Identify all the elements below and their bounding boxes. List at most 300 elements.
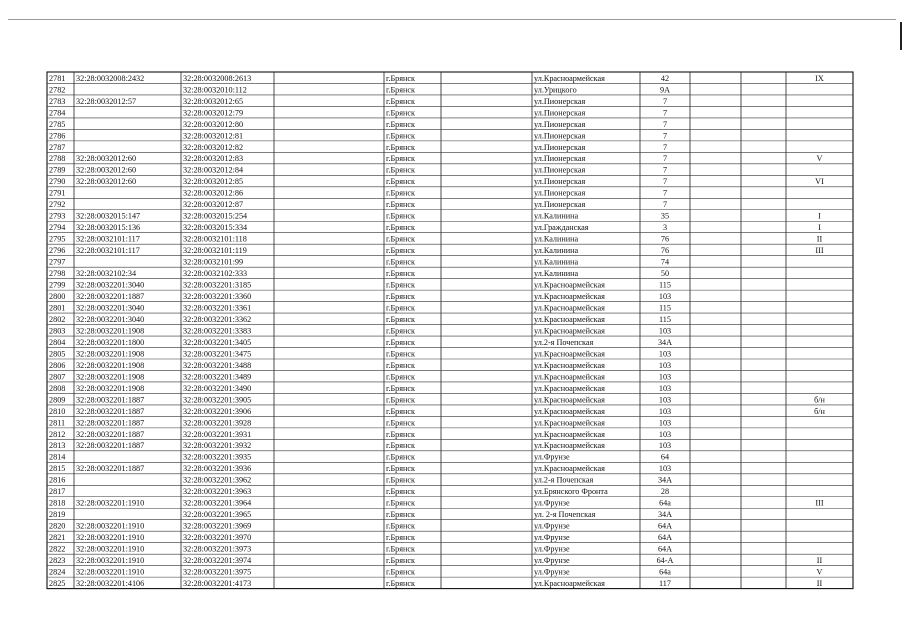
cadastral-number-cell: 32:28:0032201:3963 xyxy=(183,487,252,497)
row-number-cell: 2790 xyxy=(49,177,66,187)
row-number-cell: 2818 xyxy=(49,498,66,508)
table-row xyxy=(49,430,671,439)
house-number-cell: 7 xyxy=(662,131,668,141)
city-cell: г.Брянск xyxy=(386,533,416,543)
street-cell: ул.Красноармейская xyxy=(534,383,605,393)
city-cell: г.Брянск xyxy=(386,200,416,210)
table-row xyxy=(49,235,822,244)
cadastral-number-cell: 32:28:0032012:84 xyxy=(183,165,244,175)
table-row xyxy=(49,568,823,577)
city-cell: г.Брянск xyxy=(386,372,416,382)
row-number-cell: 2803 xyxy=(49,326,66,336)
city-cell: г.Брянск xyxy=(386,188,416,198)
table-row xyxy=(49,108,667,117)
table-row xyxy=(49,269,669,278)
city-cell: г.Брянск xyxy=(386,303,416,313)
city-cell: г.Брянск xyxy=(386,521,416,531)
premise-number-cell: б/н xyxy=(814,395,825,405)
house-number-cell: 103 xyxy=(658,406,672,416)
city-cell: г.Брянск xyxy=(386,211,416,221)
street-cell: ул.Красноармейская xyxy=(534,360,605,370)
source-cadastral-number-cell: 32:28:0032201:1910 xyxy=(76,556,145,566)
source-cadastral-number-cell: 32:28:0032201:1908 xyxy=(76,326,145,336)
street-cell: ул.Пионерская xyxy=(534,188,586,198)
street-cell: ул.Фрунзе xyxy=(534,567,570,577)
street-cell: ул.Фрунзе xyxy=(534,533,570,543)
table-row xyxy=(49,476,672,485)
street-cell: ул.2-я Почепская xyxy=(534,337,594,347)
row-number-cell: 2819 xyxy=(49,510,66,520)
source-cadastral-number-cell: 32:28:0032201:1910 xyxy=(76,544,145,554)
source-cadastral-number-cell: 32:28:0032012:60 xyxy=(76,165,137,175)
street-cell: ул.Красноармейская xyxy=(534,395,605,405)
table-row xyxy=(49,212,821,221)
house-number-cell: 115 xyxy=(659,314,671,324)
source-cadastral-number-cell: 32:28:0032201:1887 xyxy=(76,418,145,428)
source-cadastral-number-cell: 32:28:0032201:1800 xyxy=(76,337,145,347)
street-cell: ул.Красноармейская xyxy=(534,303,605,313)
street-cell: ул.Красноармейская xyxy=(534,406,605,416)
row-number-cell: 2812 xyxy=(49,429,66,439)
source-cadastral-number-cell: 32:28:0032201:1908 xyxy=(76,383,145,393)
house-number-cell: 3 xyxy=(662,223,668,233)
table-row xyxy=(49,315,671,324)
table-row xyxy=(49,464,671,473)
city-cell: г.Брянск xyxy=(386,119,416,129)
street-cell: ул.Фрунзе xyxy=(534,498,570,508)
city-cell: г.Брянск xyxy=(386,234,416,244)
house-number-cell: 28 xyxy=(660,487,670,497)
row-number-cell: 2804 xyxy=(49,337,66,347)
table-row xyxy=(49,97,667,106)
house-number-cell: 117 xyxy=(659,579,671,588)
table-row xyxy=(49,545,672,554)
street-cell: ул.Красноармейская xyxy=(534,372,605,382)
street-cell: ул.Пионерская xyxy=(534,165,586,175)
cadastral-number-cell: 32:28:0032201:3383 xyxy=(183,326,252,336)
house-number-cell: 42 xyxy=(660,73,670,83)
city-cell: г.Брянск xyxy=(386,349,416,359)
city-cell: г.Брянск xyxy=(386,429,416,439)
premise-number-cell: V xyxy=(816,154,823,164)
row-number-cell: 2784 xyxy=(49,108,66,118)
street-cell: ул.Фрунзе xyxy=(534,556,570,566)
table-grid xyxy=(47,72,853,589)
house-number-cell: 7 xyxy=(662,165,668,175)
row-number-cell: 2822 xyxy=(49,544,66,554)
city-cell: г.Брянск xyxy=(386,85,416,95)
city-cell: г.Брянск xyxy=(386,269,416,279)
house-number-cell: 7 xyxy=(662,177,668,187)
city-cell: г.Брянск xyxy=(386,487,416,497)
house-number-cell: 34А xyxy=(657,510,673,520)
source-cadastral-number-cell: 32:28:0032201:3040 xyxy=(76,303,145,313)
row-number-cell: 2799 xyxy=(49,280,66,290)
street-cell: ул.Красноармейская xyxy=(534,418,605,428)
table-row xyxy=(49,74,824,83)
row-number-cell: 2796 xyxy=(49,246,66,256)
cadastral-number-cell: 32:28:0032201:3490 xyxy=(183,383,252,393)
house-number-cell: 64-А xyxy=(656,556,674,566)
table-row xyxy=(49,338,672,347)
cadastral-number-cell: 32:28:0032201:4173 xyxy=(183,579,252,588)
table-row xyxy=(49,177,824,186)
street-cell: ул.Красноармейская xyxy=(534,292,605,301)
source-cadastral-number-cell: 32:28:0032102:34 xyxy=(76,269,137,279)
street-cell: ул.Пионерская xyxy=(534,131,586,141)
house-number-cell: 74 xyxy=(660,257,670,267)
row-number-cell: 2809 xyxy=(49,395,66,405)
street-cell: ул.Пионерская xyxy=(534,96,586,106)
city-cell: г.Брянск xyxy=(386,257,416,267)
premise-number-cell: I xyxy=(818,211,821,221)
table-row xyxy=(49,292,671,301)
cadastral-number-cell: 32:28:0032201:3935 xyxy=(183,452,252,462)
row-number-cell: 2817 xyxy=(49,487,66,497)
source-cadastral-number-cell: 32:28:0032012:60 xyxy=(76,154,137,164)
table-row xyxy=(49,361,671,370)
premise-number-cell: II xyxy=(816,579,823,588)
city-cell: г.Брянск xyxy=(386,154,416,164)
source-cadastral-number-cell: 32:28:0032201:1887 xyxy=(76,406,145,416)
table-row xyxy=(49,326,671,335)
cadastral-number-cell: 32:28:0032201:3974 xyxy=(183,556,252,566)
source-cadastral-number-cell: 32:28:0032201:4106 xyxy=(76,579,145,588)
street-cell: ул.Пионерская xyxy=(534,142,586,152)
source-cadastral-number-cell: 32:28:0032008:2432 xyxy=(76,73,145,83)
house-number-cell: 103 xyxy=(658,360,672,370)
row-number-cell: 2788 xyxy=(49,154,66,164)
city-cell: г.Брянск xyxy=(386,177,416,187)
row-number-cell: 2813 xyxy=(49,441,66,451)
cadastral-number-cell: 32:28:0032201:3362 xyxy=(183,314,252,324)
house-number-cell: 7 xyxy=(662,108,668,118)
row-number-cell: 2794 xyxy=(49,223,66,233)
house-number-cell: 7 xyxy=(662,96,668,106)
street-cell: ул.Гражданская xyxy=(534,223,589,233)
premise-number-cell: I xyxy=(818,223,821,233)
street-cell: ул.Красноармейская xyxy=(534,464,605,474)
table-row xyxy=(49,246,824,255)
table-row xyxy=(49,303,671,312)
table-row xyxy=(49,407,826,416)
house-number-cell: 103 xyxy=(658,441,672,451)
premise-number-cell: III xyxy=(815,246,824,256)
table-row xyxy=(49,522,672,531)
table-row xyxy=(49,85,670,94)
row-number-cell: 2792 xyxy=(49,200,66,210)
cadastral-number-cell: 32:28:0032201:3906 xyxy=(183,406,252,416)
premise-number-cell: II xyxy=(816,234,823,244)
street-cell: ул.Пионерская xyxy=(534,154,586,164)
source-cadastral-number-cell: 32:28:0032201:1910 xyxy=(76,567,145,577)
street-cell: ул.Пионерская xyxy=(534,108,586,118)
street-cell: ул.Красноармейская xyxy=(534,441,605,451)
premise-number-cell: III xyxy=(815,498,824,508)
cadastral-number-cell: 32:28:0032015:254 xyxy=(183,211,248,221)
row-number-cell: 2806 xyxy=(49,360,66,370)
city-cell: г.Брянск xyxy=(386,223,416,233)
cadastral-number-cell: 32:28:0032201:3361 xyxy=(183,303,252,313)
row-number-cell: 2797 xyxy=(49,257,66,267)
street-cell: ул.Красноармейская xyxy=(534,429,605,439)
cadastral-number-cell: 32:28:0032201:3185 xyxy=(183,280,252,290)
city-cell: г.Брянск xyxy=(386,280,416,290)
premise-number-cell: V xyxy=(816,567,823,577)
city-cell: г.Брянск xyxy=(386,475,416,485)
table-row xyxy=(49,281,671,290)
house-number-cell: 115 xyxy=(659,280,671,290)
city-cell: г.Брянск xyxy=(386,579,416,588)
cadastral-number-cell: 32:28:0032201:3475 xyxy=(183,349,252,359)
cadastral-number-cell: 32:28:0032201:3360 xyxy=(183,292,252,301)
row-number-cell: 2785 xyxy=(49,119,66,129)
city-cell: г.Брянск xyxy=(386,108,416,118)
house-number-cell: 35 xyxy=(660,211,670,221)
row-number-cell: 2783 xyxy=(49,96,66,106)
city-cell: г.Брянск xyxy=(386,464,416,474)
city-cell: г.Брянск xyxy=(386,326,416,336)
source-cadastral-number-cell: 32:28:0032201:1887 xyxy=(76,395,145,405)
house-number-cell: 103 xyxy=(658,395,672,405)
street-cell: ул. 2-я Почепская xyxy=(534,510,596,520)
row-number-cell: 2824 xyxy=(49,567,66,577)
cadastral-number-cell: 32:28:0032101:119 xyxy=(183,246,247,256)
street-cell: ул.Красноармейская xyxy=(534,349,605,359)
table-row xyxy=(49,166,667,175)
table-row xyxy=(49,143,667,152)
source-cadastral-number-cell: 32:28:0032201:1887 xyxy=(76,292,145,301)
table-row xyxy=(49,384,671,393)
cadastral-number-cell: 32:28:0032201:3936 xyxy=(183,464,252,474)
house-number-cell: 103 xyxy=(658,429,672,439)
row-number-cell: 2791 xyxy=(49,188,66,198)
city-cell: г.Брянск xyxy=(386,131,416,141)
cadastral-number-cell: 32:28:0032201:3488 xyxy=(183,360,252,370)
house-number-cell: 64 xyxy=(660,452,670,462)
street-cell: ул.Калинина xyxy=(534,211,579,221)
house-number-cell: 7 xyxy=(662,154,668,164)
house-number-cell: 9А xyxy=(659,85,671,95)
street-cell: ул.Фрунзе xyxy=(534,452,570,462)
city-cell: г.Брянск xyxy=(386,314,416,324)
street-cell: ул.Красноармейская xyxy=(534,326,605,336)
row-number-cell: 2802 xyxy=(49,314,66,324)
cadastral-number-cell: 32:28:0032201:3964 xyxy=(183,498,252,508)
house-number-cell: 7 xyxy=(662,119,668,129)
cadastral-number-cell: 32:28:0032102:333 xyxy=(183,269,248,279)
cadastral-number-cell: 32:28:0032201:3965 xyxy=(183,510,252,520)
table-row xyxy=(49,441,671,450)
cadastral-number-cell: 32:28:0032201:3905 xyxy=(183,395,252,405)
table-row xyxy=(49,487,669,496)
table-row xyxy=(49,131,667,140)
row-number-cell: 2821 xyxy=(49,533,66,543)
row-number-cell: 2781 xyxy=(49,73,66,83)
cadastral-number-cell: 32:28:0032012:65 xyxy=(183,96,244,106)
street-cell: ул.2-я Почепская xyxy=(534,475,594,485)
cadastral-number-cell: 32:28:0032201:3931 xyxy=(183,429,252,439)
cadastral-number-cell: 32:28:0032201:3969 xyxy=(183,521,252,531)
table-row xyxy=(49,349,671,358)
table-row xyxy=(49,372,671,381)
source-cadastral-number-cell: 32:28:0032012:57 xyxy=(76,96,137,106)
table-border xyxy=(47,72,853,589)
cadastral-number-cell: 32:28:0032015:334 xyxy=(183,223,248,233)
house-number-cell: 64а xyxy=(659,567,671,577)
city-cell: г.Брянск xyxy=(386,337,416,347)
cadastral-number-cell: 32:28:0032012:80 xyxy=(183,119,244,129)
table-row xyxy=(49,510,672,519)
cadastral-number-cell: 32:28:0032012:83 xyxy=(183,154,244,164)
row-number-cell: 2795 xyxy=(49,234,66,244)
city-cell: г.Брянск xyxy=(386,441,416,451)
house-number-cell: 76 xyxy=(660,234,670,244)
street-cell: ул.Калинина xyxy=(534,257,579,267)
table-row xyxy=(49,499,824,508)
premise-number-cell: VI xyxy=(815,177,824,187)
house-number-cell: 103 xyxy=(658,372,672,382)
street-cell: ул.Красноармейская xyxy=(534,73,605,83)
table-row xyxy=(49,533,672,542)
house-number-cell: 64А xyxy=(657,544,673,554)
cadastral-number-cell: 32:28:0032012:81 xyxy=(183,131,244,141)
row-number-cell: 2810 xyxy=(49,406,66,416)
source-cadastral-number-cell: 32:28:0032201:1908 xyxy=(76,372,145,382)
house-number-cell: 103 xyxy=(658,349,672,359)
city-cell: г.Брянск xyxy=(386,292,416,301)
house-number-cell: 7 xyxy=(662,188,668,198)
table-row xyxy=(49,418,671,427)
street-cell: ул.Калинина xyxy=(534,246,579,256)
source-cadastral-number-cell: 32:28:0032201:1908 xyxy=(76,349,145,359)
city-cell: г.Брянск xyxy=(386,498,416,508)
row-number-cell: 2789 xyxy=(49,165,66,175)
house-number-cell: 7 xyxy=(662,200,668,210)
row-number-cell: 2807 xyxy=(49,372,66,382)
table-row xyxy=(49,200,667,209)
table-row xyxy=(49,120,667,129)
cadastral-number-cell: 32:28:0032101:99 xyxy=(183,257,244,267)
street-cell: ул.Пионерская xyxy=(534,200,586,210)
row-number-cell: 2820 xyxy=(49,521,66,531)
city-cell: г.Брянск xyxy=(386,395,416,405)
source-cadastral-number-cell: 32:28:0032201:1887 xyxy=(76,464,145,474)
house-number-cell: 64а xyxy=(659,498,671,508)
house-number-cell: 7 xyxy=(662,142,668,152)
row-number-cell: 2786 xyxy=(49,131,66,141)
city-cell: г.Брянск xyxy=(386,73,416,83)
house-number-cell: 103 xyxy=(658,464,672,474)
house-number-cell: 50 xyxy=(660,269,670,279)
street-cell: ул.Фрунзе xyxy=(534,544,570,554)
table-row xyxy=(49,579,822,588)
source-cadastral-number-cell: 32:28:0032201:1910 xyxy=(76,521,145,531)
cadastral-number-cell: 32:28:0032201:3962 xyxy=(183,475,252,485)
row-number-cell: 2808 xyxy=(49,383,66,393)
table-row xyxy=(49,556,822,565)
city-cell: г.Брянск xyxy=(386,418,416,428)
cadastral-number-cell: 32:28:0032101:118 xyxy=(183,234,247,244)
street-cell: ул.Красноармейская xyxy=(534,280,605,290)
city-cell: г.Брянск xyxy=(386,165,416,175)
house-number-cell: 64А xyxy=(657,533,673,543)
city-cell: г.Брянск xyxy=(386,142,416,152)
source-cadastral-number-cell: 32:28:0032201:1910 xyxy=(76,498,145,508)
premise-number-cell: б/н xyxy=(814,406,825,416)
house-number-cell: 34А xyxy=(657,475,673,485)
cadastral-number-cell: 32:28:0032201:3973 xyxy=(183,544,252,554)
source-cadastral-number-cell: 32:28:0032201:1908 xyxy=(76,360,145,370)
street-cell: ул.Калинина xyxy=(534,269,579,279)
cadastral-number-cell: 32:28:0032012:86 xyxy=(183,188,244,198)
row-number-cell: 2782 xyxy=(49,85,66,95)
premise-number-cell: IX xyxy=(815,73,824,83)
table-row xyxy=(49,395,826,404)
row-number-cell: 2816 xyxy=(49,475,66,485)
source-cadastral-number-cell: 32:28:0032201:3040 xyxy=(76,280,145,290)
table-row xyxy=(49,189,667,198)
house-number-cell: 34А xyxy=(657,337,673,347)
cadastral-number-cell: 32:28:0032010:112 xyxy=(183,85,247,95)
street-cell: ул.Калинина xyxy=(534,234,579,244)
cadastral-number-cell: 32:28:0032201:3928 xyxy=(183,418,252,428)
source-cadastral-number-cell: 32:28:0032201:1910 xyxy=(76,533,145,543)
house-number-cell: 76 xyxy=(660,246,670,256)
row-number-cell: 2811 xyxy=(49,418,66,428)
row-number-cell: 2823 xyxy=(49,556,66,566)
source-cadastral-number-cell: 32:28:0032201:3040 xyxy=(76,314,145,324)
street-cell: ул.Урицкого xyxy=(534,85,577,95)
source-cadastral-number-cell: 32:28:0032101:117 xyxy=(76,246,140,256)
cadastral-number-cell: 32:28:0032201:3970 xyxy=(183,533,252,543)
house-number-cell: 103 xyxy=(658,326,672,336)
house-number-cell: 64А xyxy=(657,521,673,531)
row-number-cell: 2814 xyxy=(49,452,66,462)
house-number-cell: 115 xyxy=(659,303,671,313)
row-number-cell: 2815 xyxy=(49,464,66,474)
city-cell: г.Брянск xyxy=(386,452,416,462)
source-cadastral-number-cell: 32:28:0032201:1887 xyxy=(76,429,145,439)
source-cadastral-number-cell: 32:28:0032015:136 xyxy=(76,223,141,233)
cadastral-number-cell: 32:28:0032201:3975 xyxy=(183,567,252,577)
house-number-cell: 103 xyxy=(658,292,672,301)
city-cell: г.Брянск xyxy=(386,510,416,520)
row-number-cell: 2798 xyxy=(49,269,66,279)
city-cell: г.Брянск xyxy=(386,406,416,416)
table-row xyxy=(49,258,669,267)
house-number-cell: 103 xyxy=(658,418,672,428)
row-number-cell: 2800 xyxy=(49,292,66,301)
cadastral-number-cell: 32:28:0032008:2613 xyxy=(183,73,252,83)
city-cell: г.Брянск xyxy=(386,544,416,554)
row-number-cell: 2805 xyxy=(49,349,66,359)
row-number-cell: 2825 xyxy=(49,579,66,588)
cadastral-number-cell: 32:28:0032201:3932 xyxy=(183,441,252,451)
street-cell: ул.Брянского Фронта xyxy=(534,487,608,497)
cadastral-number-cell: 32:28:0032012:87 xyxy=(183,200,244,210)
street-cell: ул.Фрунзе xyxy=(534,521,570,531)
table-row xyxy=(49,154,823,163)
city-cell: г.Брянск xyxy=(386,567,416,577)
table-row xyxy=(49,453,669,462)
street-cell: ул.Пионерская xyxy=(534,177,586,187)
table-row xyxy=(49,223,821,232)
cadastral-number-cell: 32:28:0032201:3489 xyxy=(183,372,252,382)
row-number-cell: 2787 xyxy=(49,142,66,152)
city-cell: г.Брянск xyxy=(386,360,416,370)
street-cell: ул.Красноармейская xyxy=(534,314,605,324)
